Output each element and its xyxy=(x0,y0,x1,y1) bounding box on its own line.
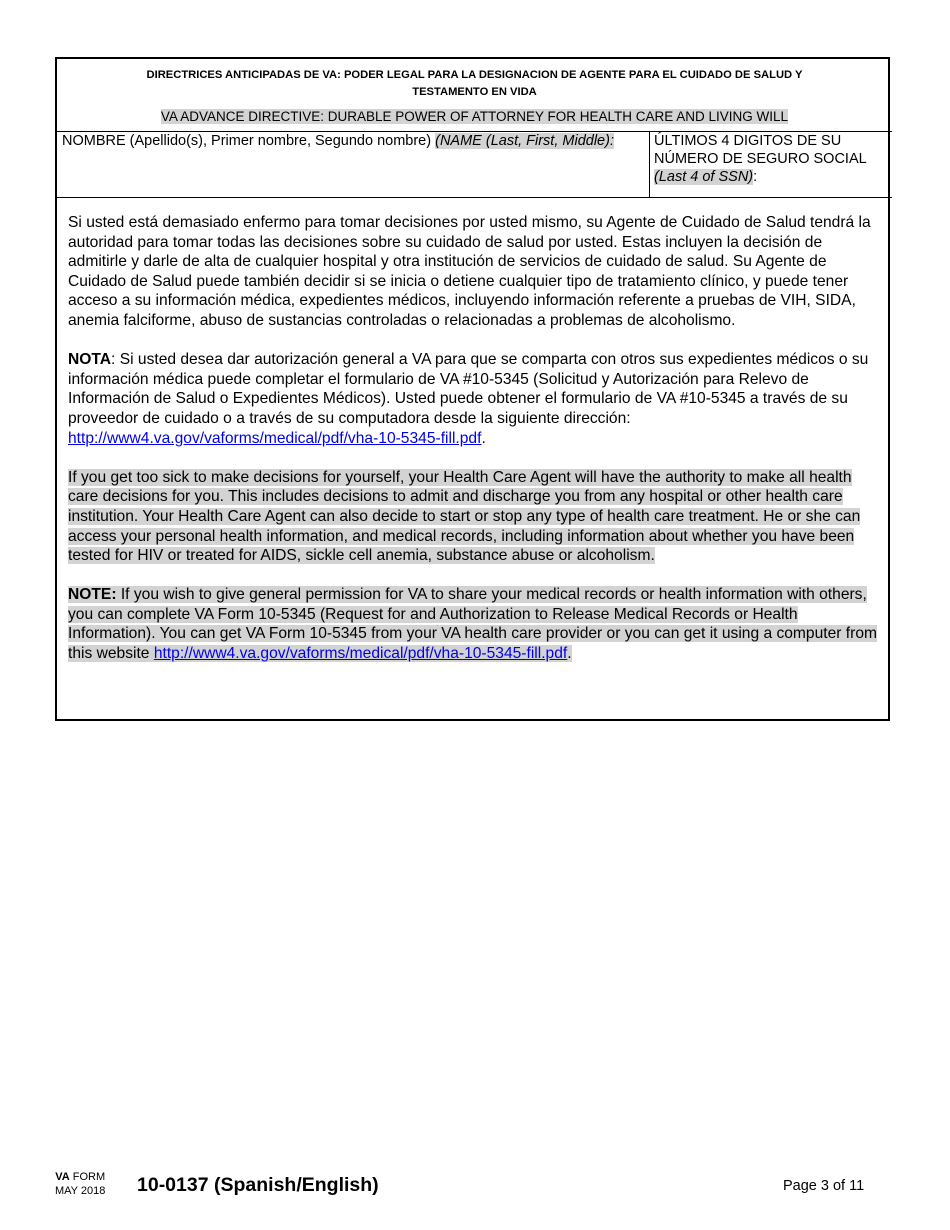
footer-form-number: 10-0137 (Spanish/English) xyxy=(137,1174,379,1196)
title-english-text: VA ADVANCE DIRECTIVE: DURABLE POWER OF ATTORNEY FOR HEALTH CARE AND LIVING WILL xyxy=(160,109,789,124)
name-label-en: (NAME (Last, First, Middle): xyxy=(435,133,614,149)
name-label-es: NOMBRE (Apellido(s), Primer nombre, Segundo nombre) xyxy=(62,133,432,149)
ssn-label-es-line2: NÚMERO DE SEGURO SOCIAL xyxy=(654,151,867,167)
nota-end: . xyxy=(481,429,486,447)
title-spanish xyxy=(57,67,892,101)
footer-date: MAY 2018 xyxy=(55,1185,106,1197)
name-field[interactable] xyxy=(62,132,614,150)
title-spanish-line1: DIRECTRICES ANTICIPADAS DE VA: PODER LEGAL PARA LA DESIGNACION DE AGENTE PARA EL CUIDADO DE SALUD Y xyxy=(146,69,803,81)
ssn-colon: : xyxy=(753,169,758,185)
ssn-label-en: (Last 4 of SSN) xyxy=(654,169,754,185)
paragraph-english-text: If you get too sick to make decisions for yourself, your Health Care Agent will have the authority to make all health care decisions for you. This includes decisions to admit and discharge you from any hospital or other health care institution. Your Health Care Agent can also decide to start or stop any type of health care treatment. He or she can access your personal health information, and medical records, including information about whether you have been tested for HIV or treated for AIDS, sickle cell anemia, substance abuse or alcoholism. xyxy=(68,468,861,565)
ssn-field[interactable] xyxy=(654,132,886,186)
note-label: NOTE: xyxy=(68,586,117,604)
title-english xyxy=(57,108,892,126)
note-end: . xyxy=(567,645,572,663)
paragraph-english xyxy=(68,468,884,566)
footer-va-label: VA xyxy=(55,1171,70,1183)
footer-form-word: FORM xyxy=(72,1171,106,1183)
note-text: If you wish to give general permission for VA to share your medical records or health information with others, you can complete VA Form 10-5345 (Request for and Authorization to Release Medical Records or Health Information). You can get VA Form 10-5345 from your VA health care provider or you can get it using a computer from this website xyxy=(68,586,877,663)
footer-page-number: Page 3 of 11 xyxy=(783,1178,865,1194)
form-frame xyxy=(55,57,890,721)
note-english xyxy=(68,585,884,663)
title-spanish-line2: TESTAMENTO EN VIDA xyxy=(412,86,537,98)
nota-link[interactable]: http://www4.va.gov/vaforms/medical/pdf/vha-10-5345-fill.pdf xyxy=(68,429,482,447)
nota-label: NOTA xyxy=(68,351,112,369)
body-text xyxy=(68,213,884,683)
paragraph-spanish: Si usted está demasiado enfermo para tomar decisiones por usted mismo, su Agente de Cuidado de Salud tendrá la autoridad para tomar todas las decisiones sobre su cuidado de salud por usted. Estas incluyen la decisión de admitirle y darle de alta de cualquier hospital y otra institución de servicios de cuidado de salud. Su Agente de Cuidado de Salud puede también decidir si se inicia o detiene cualquier tipo de tratamiento clínico, y puede tener acceso a su información médica, expedientes médicos, incluyendo información referente a pruebas de VIH, SIDA, anemia falciforme, abuso de sustancias controladas o relacionadas a problemas de alcoholismo. xyxy=(68,214,871,329)
ssn-label-es-line1: ÚLTIMOS 4 DIGITOS DE SU xyxy=(654,133,842,149)
field-divider xyxy=(649,131,650,197)
note-spanish xyxy=(68,350,884,448)
nota-text: : Si usted desea dar autorización general a VA para que se comparta con otros sus expedientes médicos o su información médica puede completar el formulario de VA #10-5345 (Solicitud y Autorización para Relevo de Información de Salud o Expedientes Médicos). Usted puede obtener el formulario de VA #10-5345 a través de su proveedor de cuidado o a través de su computadora desde la siguiente dirección: xyxy=(68,351,869,427)
footer-form-info xyxy=(55,1170,105,1198)
divider-bottom xyxy=(57,197,892,198)
note-link[interactable]: http://www4.va.gov/vaforms/medical/pdf/vha-10-5345-fill.pdf xyxy=(153,645,568,663)
